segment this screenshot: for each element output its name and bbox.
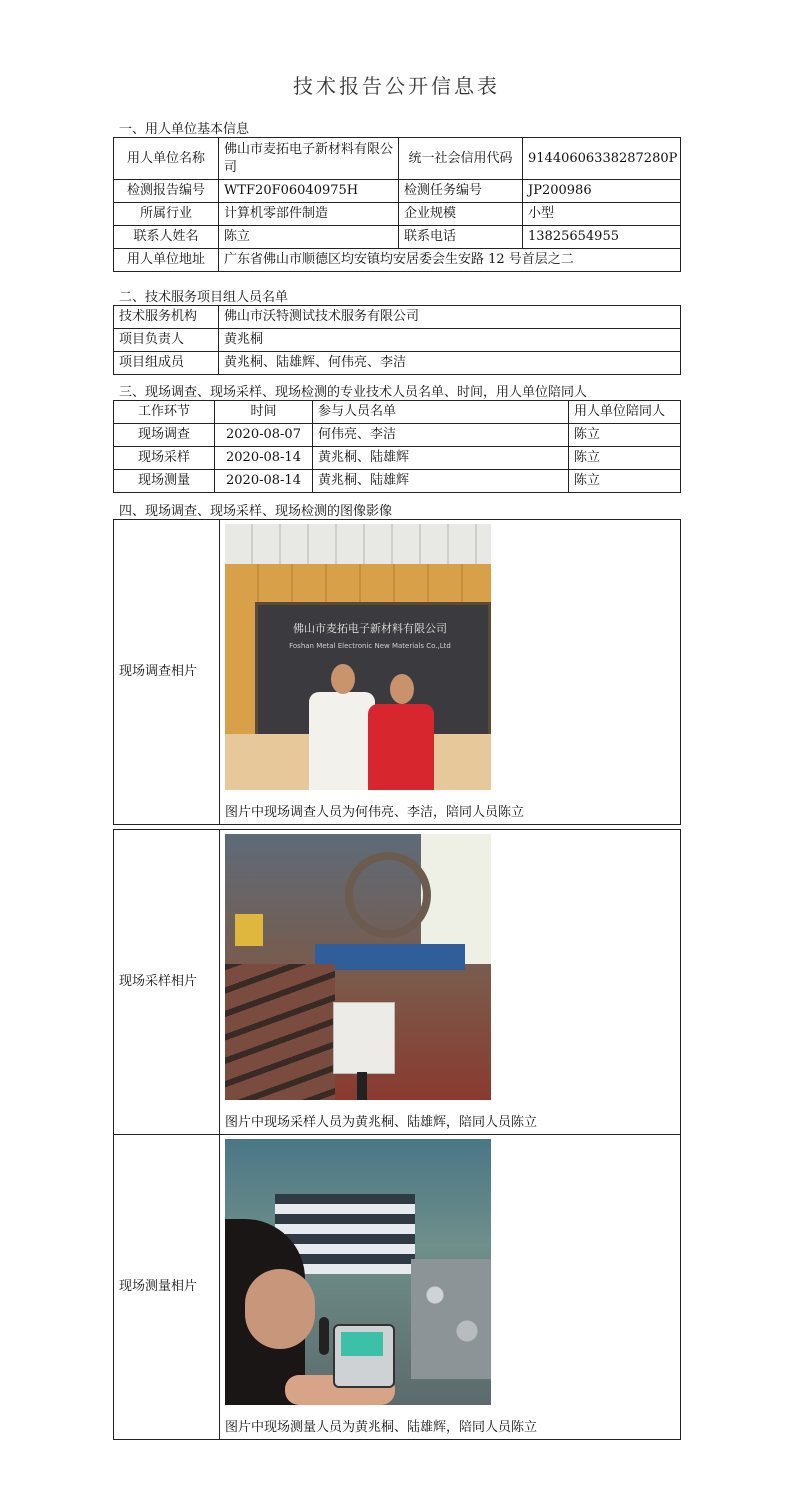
- basic-info-table: [113, 137, 681, 272]
- cell-value: 陈立: [219, 226, 399, 249]
- cell-label: 技术服务机构: [114, 306, 219, 329]
- table-row: [114, 830, 681, 1135]
- sampling-photo: [225, 834, 491, 1100]
- survey-photo: [225, 524, 491, 790]
- tripod: [357, 1072, 367, 1100]
- cell-value: 小型: [523, 203, 681, 226]
- cell-value: 91440606338287280P: [523, 138, 681, 180]
- cell-value: 13825654955: [523, 226, 681, 249]
- table-row: [114, 329, 681, 352]
- person-figure: [309, 692, 375, 790]
- cell-value: JP200986: [523, 180, 681, 203]
- bucket: [235, 914, 263, 946]
- cell-value: 黄兆桐、陆雄辉、何伟亮、李洁: [219, 352, 681, 375]
- escort-cell: 陈立: [569, 424, 681, 447]
- person-head: [390, 674, 414, 704]
- sampler-device: [333, 1002, 395, 1074]
- photo-label: 现场测量相片: [114, 1135, 220, 1440]
- cell-value: 计算机零部件制造: [219, 203, 399, 226]
- schedule-table: [113, 400, 681, 493]
- table-row: [114, 226, 681, 249]
- photo-cell: [220, 1135, 681, 1440]
- cell-label: 用人单位名称: [114, 138, 219, 180]
- cell-label: 企业规模: [399, 203, 523, 226]
- escort-cell: 陈立: [569, 447, 681, 470]
- meter-screen: [341, 1332, 383, 1356]
- sign-text-cn: 佛山市麦拓电子新材料有限公司: [293, 622, 447, 635]
- table-row: [114, 138, 681, 180]
- cell-label: 检测报告编号: [114, 180, 219, 203]
- table-row: [114, 203, 681, 226]
- blue-beam: [315, 944, 465, 970]
- cell-label: 联系人姓名: [114, 226, 219, 249]
- page-title: 技术报告公开信息表: [293, 74, 500, 98]
- section-4-heading: 四、现场调查、现场采样、现场检测的图像影像: [119, 504, 393, 519]
- stage-cell: 现场调查: [114, 424, 215, 447]
- section-2-heading: 二、技术服务项目组人员名单: [119, 290, 289, 305]
- table-row: [114, 470, 681, 493]
- table-row: [114, 520, 681, 825]
- machine-wheel: [345, 852, 431, 938]
- table-row: [114, 180, 681, 203]
- people-cell: 何伟亮、李洁: [313, 424, 569, 447]
- table-row: [114, 1135, 681, 1440]
- cell-label: 所属行业: [114, 203, 219, 226]
- people-cell: 黄兆桐、陆雄辉: [313, 447, 569, 470]
- cell-label: 联系电话: [399, 226, 523, 249]
- stage-cell: 现场采样: [114, 447, 215, 470]
- photo-cell: [220, 830, 681, 1135]
- section-1-heading: 一、用人单位基本信息: [119, 122, 250, 137]
- date-cell: 2020-08-14: [215, 470, 313, 493]
- cell-value: WTF20F06040975H: [219, 180, 399, 203]
- person-head: [331, 664, 355, 694]
- column-header: 时间: [215, 401, 313, 424]
- photo-caption: 图片中现场调查人员为何伟亮、李洁，陪同人员陈立: [225, 805, 525, 820]
- person-face: [245, 1269, 315, 1349]
- photo-cell: [220, 520, 681, 825]
- metal-stairs: [225, 964, 335, 1100]
- address-value: 广东省佛山市顺德区均安镇均安居委会生安路 12 号首层之二: [219, 249, 681, 272]
- column-header: 参与人员名单: [313, 401, 569, 424]
- people-cell: 黄兆桐、陆雄辉: [313, 470, 569, 493]
- section-3-heading: 三、现场调查、现场采样、现场检测的专业技术人员名单、时间，用人单位陪同人: [119, 385, 588, 400]
- photo-caption: 图片中现场采样人员为黄兆桐、陆雄辉，陪同人员陈立: [225, 1115, 538, 1130]
- column-header: 用人单位陪同人: [569, 401, 681, 424]
- photo-label: 现场采样相片: [114, 830, 220, 1135]
- meter-microphone: [319, 1317, 329, 1355]
- person-figure: [368, 704, 434, 790]
- date-cell: 2020-08-07: [215, 424, 313, 447]
- date-cell: 2020-08-14: [215, 447, 313, 470]
- cell-value: 黄兆桐: [219, 329, 681, 352]
- table-header-row: [114, 401, 681, 424]
- table-row: [114, 249, 681, 272]
- table-row: [114, 352, 681, 375]
- cell-label: 项目组成员: [114, 352, 219, 375]
- measurement-photo: [225, 1139, 491, 1405]
- cell-label: 项目负责人: [114, 329, 219, 352]
- ceiling: [225, 524, 491, 564]
- photo-table-sampling: [113, 829, 681, 1440]
- photo-table-survey: [113, 519, 681, 825]
- cell-label: 检测任务编号: [399, 180, 523, 203]
- photo-caption: 图片中现场测量人员为黄兆桐、陆雄辉，陪同人员陈立: [225, 1420, 538, 1435]
- cell-value: 佛山市麦拓电子新材料有限公司: [219, 138, 399, 180]
- cell-label: 统一社会信用代码: [399, 138, 523, 180]
- cell-label: 用人单位地址: [114, 249, 219, 272]
- photo-label: 现场调查相片: [114, 520, 220, 825]
- escort-cell: 陈立: [569, 470, 681, 493]
- cell-value: 佛山市沃特测试技术服务有限公司: [219, 306, 681, 329]
- table-row: [114, 424, 681, 447]
- table-row: [114, 306, 681, 329]
- column-header: 工作环节: [114, 401, 215, 424]
- stage-cell: 现场测量: [114, 470, 215, 493]
- sign-text-en: Foshan Metal Electronic New Materials Co.,Ltd: [289, 642, 451, 650]
- table-row: [114, 447, 681, 470]
- team-table: [113, 305, 681, 375]
- metal-parts: [411, 1259, 491, 1379]
